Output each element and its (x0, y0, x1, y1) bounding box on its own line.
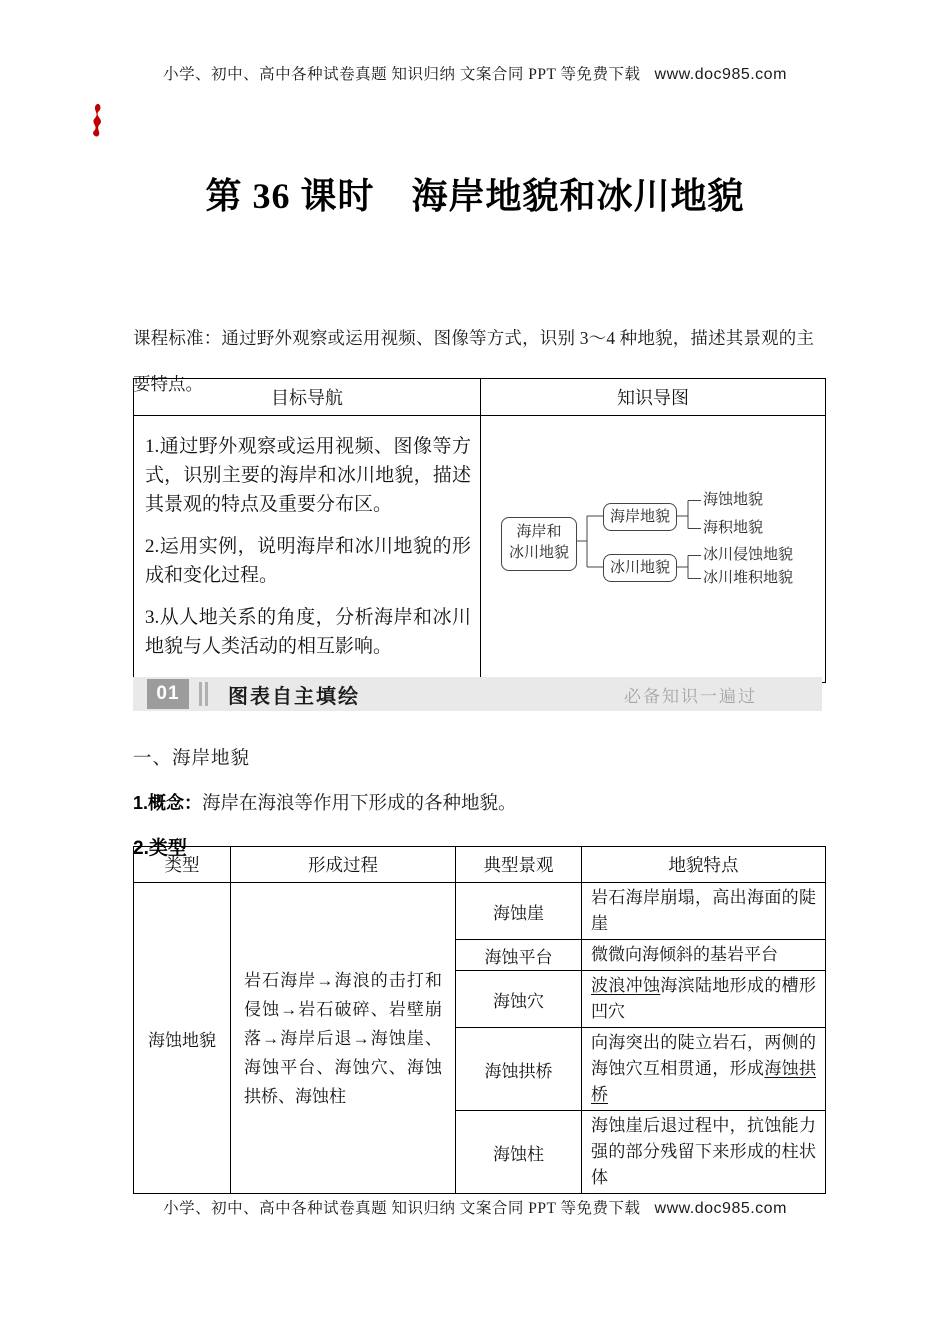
scene-cell: 海蚀崖 (456, 883, 582, 940)
scene-cell: 海蚀拱桥 (456, 1028, 582, 1111)
scene-cell: 海蚀柱 (456, 1111, 582, 1194)
scene-cell: 海蚀平台 (456, 940, 582, 971)
banner-divider-bars-icon (199, 682, 208, 706)
goal-item-2: 2.运用实例，说明海岸和冰川地貌的形成和变化过程。 (145, 536, 471, 586)
feature-text: 海滨陆地形成的槽形凹穴 (591, 976, 817, 1021)
fill-in-answer: 海蚀拱桥 (591, 1059, 817, 1104)
section-heading: 一、海岸地貌 (133, 749, 251, 769)
section-banner (133, 677, 822, 711)
fill-in-answer: 波浪冲蚀 (591, 976, 661, 995)
type-label: 2.类型 (133, 838, 187, 859)
goal-item-1: 1.通过野外观察或运用视频、图像等方式，识别主要的海岸和冰川地貌，描述其景观的特点及重要分布区。 (145, 436, 471, 515)
mindmap-branch-coastal: 海岸地貌 (603, 503, 677, 531)
col-header-process: 形成过程 (231, 847, 456, 883)
feature-cell: 海蚀崖后退过程中，抗蚀能力强的部分残留下来形成的柱状体 (582, 1111, 826, 1194)
course-standard: 课程标准：通过野外观察或运用视频、图像等方式，识别 3～4 种地貌，描述其景观的主要特点。 (133, 327, 814, 394)
page-header (0, 62, 950, 84)
process-cell: 岩石海岸→海浪的击打和侵蚀→岩石破碎、岩壁崩落→海岸后退→海蚀崖、海蚀平台、海蚀穴、海蚀拱桥、海蚀柱 (231, 883, 456, 1194)
nav-header-map: 知识导图 (481, 379, 826, 416)
red-scribble-icon (87, 103, 105, 139)
mindmap-root-node (501, 517, 577, 571)
feature-cell (582, 971, 826, 1028)
footer-url-link[interactable]: www.doc985.com (654, 1200, 787, 1217)
banner-title: 图表自主填绘 (228, 685, 360, 708)
goals-cell (134, 416, 481, 683)
feature-cell: 岩石海岸崩塌，高出海面的陡崖 (582, 883, 826, 940)
banner-subtitle: 必备知识一遍过 (624, 686, 757, 706)
mindmap-branch-glacial: 冰川地貌 (603, 554, 677, 582)
goal-item-3: 3.从人地关系的角度，分析海岸和冰川地貌与人类活动的相互影响。 (145, 607, 471, 657)
concept-text: 海岸在海浪等作用下形成的各种地貌。 (202, 794, 517, 814)
feature-cell: 微微向海倾斜的基岩平台 (582, 940, 826, 971)
feature-text: 向海突出的陡立岩石，两侧的海蚀穴互相贯通，形成 (591, 1033, 816, 1078)
category-cell: 海蚀地貌 (134, 883, 231, 1194)
mindmap-root-line2: 冰川地貌 (508, 545, 569, 561)
page-title: 第 36 课时 海岸地貌和冰川地貌 (205, 176, 745, 216)
mindmap-leaf-glacial-erosion: 冰川侵蚀地貌 (703, 547, 794, 563)
mindmap-leaf-marine-erosion: 海蚀地貌 (703, 492, 764, 508)
footer-text: 小学、初中、高中各种试卷真题 知识归纳 文案合同 PPT 等免费下载 (163, 1200, 641, 1217)
header-text: 小学、初中、高中各种试卷真题 知识归纳 文案合同 PPT 等免费下载 (163, 66, 641, 83)
page-footer (0, 1196, 950, 1218)
nav-table (133, 378, 826, 683)
concept-label: 1.概念： (133, 793, 203, 813)
nav-header-goals: 目标导航 (134, 379, 481, 416)
col-header-type: 类型 (134, 847, 231, 883)
scene-cell: 海蚀穴 (456, 971, 582, 1028)
header-url-link[interactable]: www.doc985.com (654, 66, 787, 83)
mindmap-leaf-glacial-deposition: 冰川堆积地貌 (703, 570, 794, 586)
mindmap-leaf-marine-deposition: 海积地貌 (703, 520, 764, 536)
col-header-scene: 典型景观 (456, 847, 582, 883)
col-header-feature: 地貌特点 (582, 847, 826, 883)
feature-cell (582, 1028, 826, 1111)
table-row (134, 883, 826, 940)
mindmap-cell (481, 416, 826, 683)
banner-number-badge: 01 (147, 679, 189, 709)
mindmap-root-line1: 海岸和 (516, 524, 562, 540)
type-table (133, 846, 826, 1194)
concept-line (133, 789, 517, 815)
